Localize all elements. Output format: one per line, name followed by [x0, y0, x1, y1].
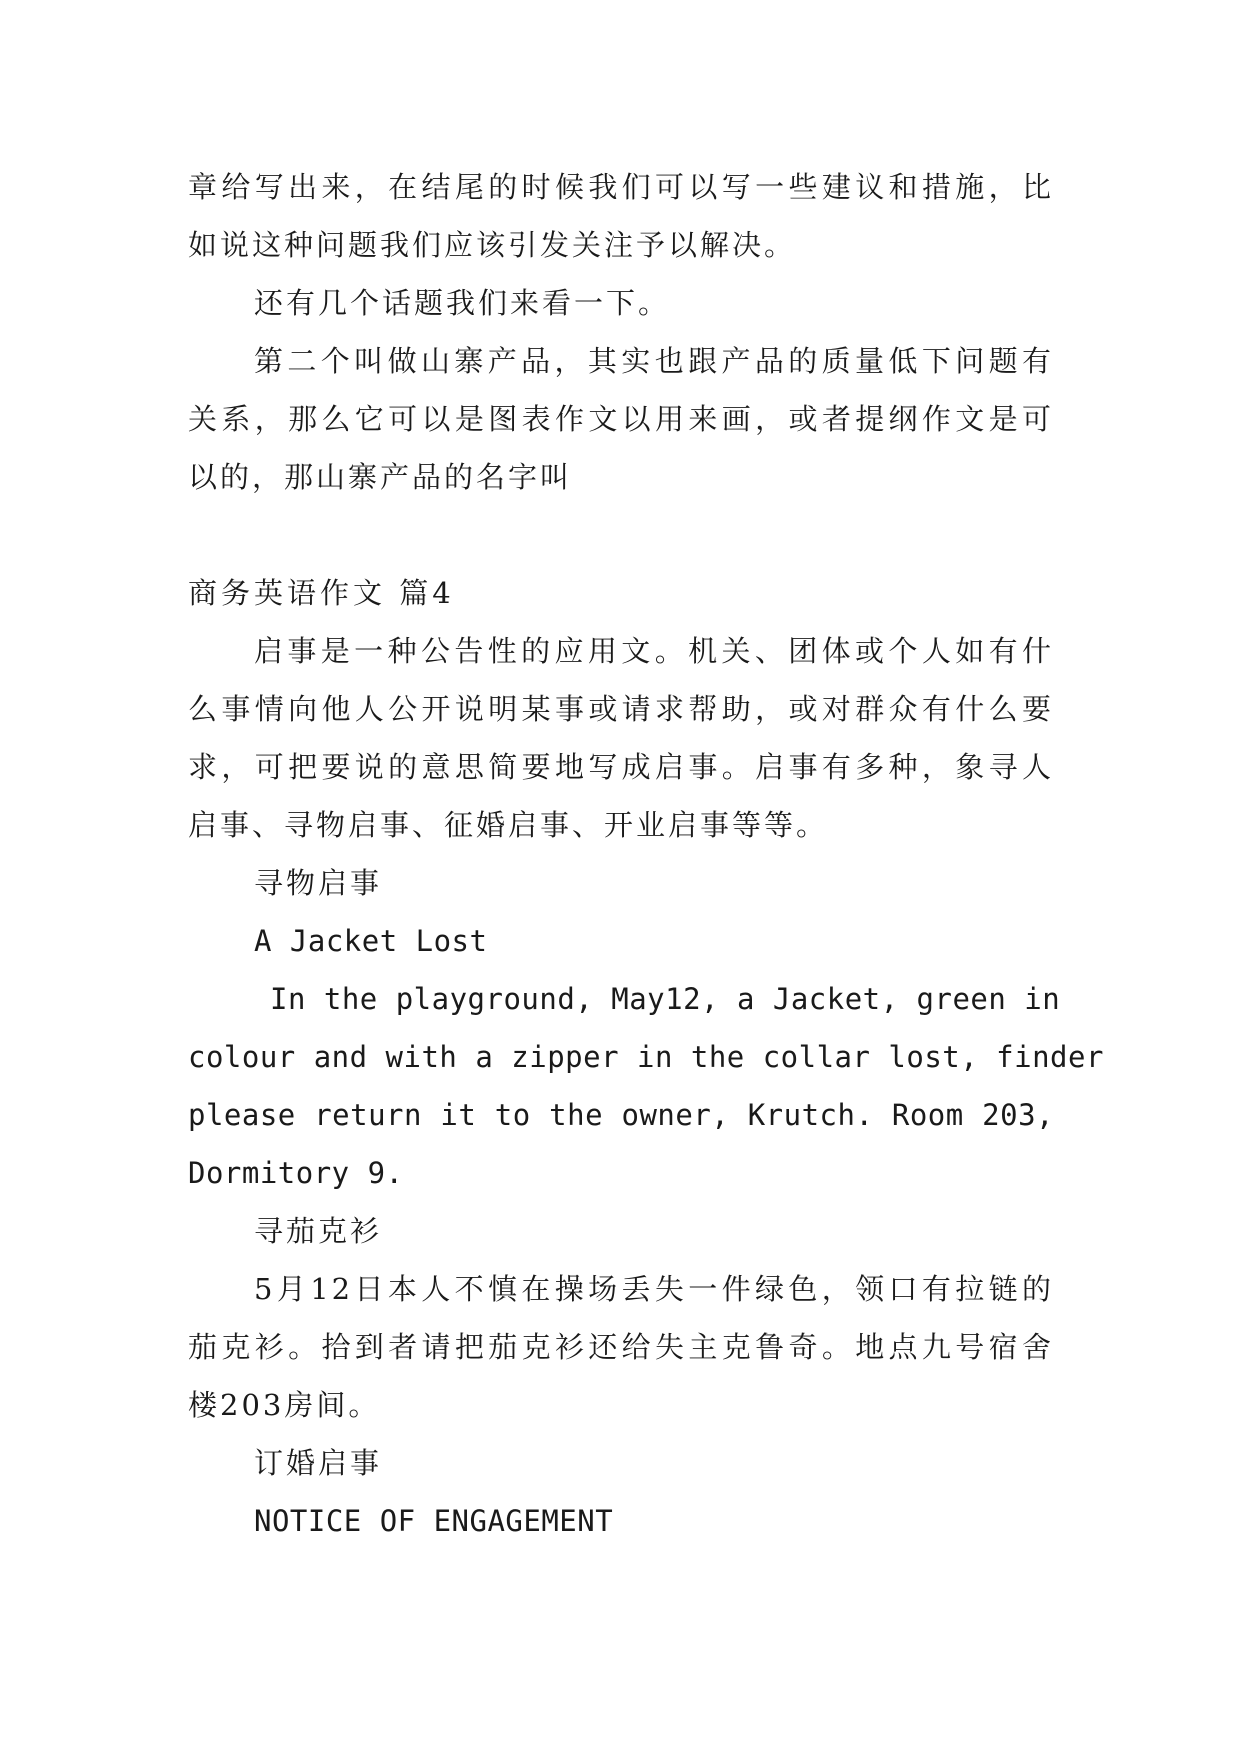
notice-title-engagement-cn: 订婚启事 — [254, 1446, 383, 1480]
paragraph-line: colour and with a zipper in the collar lost, finder — [188, 1040, 1104, 1074]
notice-title-jacket: 寻茄克衫 — [254, 1214, 383, 1248]
paragraph-line: please return it to the owner, Krutch. Room 203, — [188, 1098, 1054, 1132]
document-page — [188, 158, 1104, 1550]
paragraph-line: In the playground, May12, a Jacket, green in — [270, 982, 1061, 1016]
paragraph-line: 启事、寻物启事、征婚启事、开业启事等等。 — [188, 808, 829, 842]
paragraph-line: 5月12日本人不慎在操场丢失一件绿色，领口有拉链的 — [254, 1272, 1054, 1306]
paragraph-line: Dormitory 9. — [188, 1156, 404, 1190]
section-heading: 商务英语作文 篇4 — [188, 576, 455, 610]
notice-title-lost-cn: 寻物启事 — [254, 866, 383, 900]
paragraph-line: 第二个叫做山寨产品，其实也跟产品的质量低下问题有 — [254, 344, 1054, 378]
notice-title-engagement-en: NOTICE OF ENGAGEMENT — [254, 1504, 614, 1538]
paragraph-line: 求，可把要说的意思简要地写成启事。启事有多种，象寻人 — [188, 750, 1054, 784]
notice-title-lost-en: A Jacket Lost — [254, 924, 488, 958]
paragraph-line: 如说这种问题我们应该引发关注予以解决。 — [188, 228, 797, 262]
paragraph-line: 以的，那山寨产品的名字叫 — [188, 460, 573, 494]
paragraph-line: 茄克衫。拾到者请把茄克衫还给失主克鲁奇。地点九号宿舍 — [188, 1330, 1054, 1364]
paragraph-line: 章给写出来，在结尾的时候我们可以写一些建议和措施，比 — [188, 170, 1054, 204]
paragraph-line: 楼203房间。 — [188, 1388, 381, 1422]
paragraph-line: 关系，那么它可以是图表作文以用来画，或者提纲作文是可 — [188, 402, 1054, 436]
paragraph-line: 么事情向他人公开说明某事或请求帮助，或对群众有什么要 — [188, 692, 1054, 726]
paragraph-line: 还有几个话题我们来看一下。 — [254, 286, 671, 320]
spacer — [188, 506, 1054, 564]
paragraph-line: 启事是一种公告性的应用文。机关、团体或个人如有什 — [254, 634, 1054, 668]
